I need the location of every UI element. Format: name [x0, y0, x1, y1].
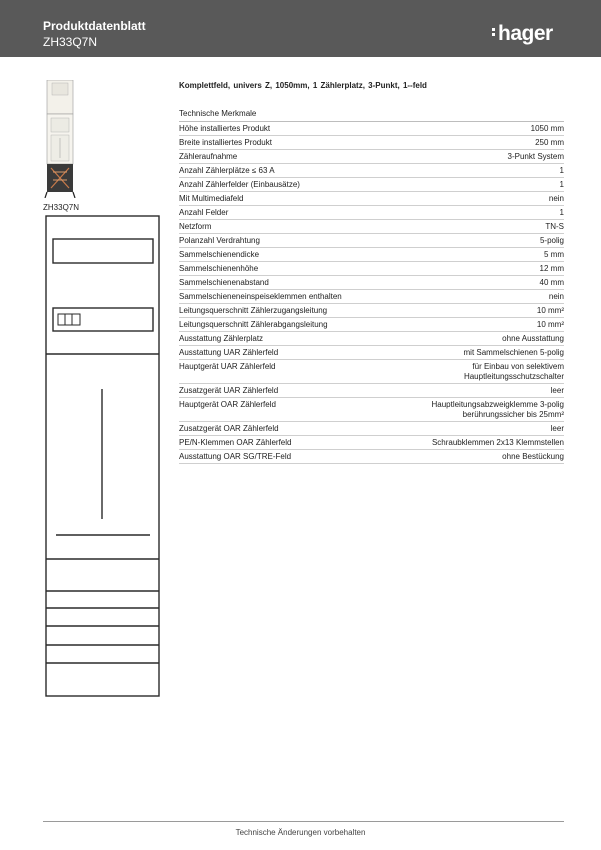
spec-label: Polanzahl Verdrahtung: [179, 236, 260, 245]
spec-value: leer: [550, 424, 564, 433]
spec-label: Sammelschienenabstand: [179, 278, 269, 287]
spec-label: Netzform: [179, 222, 212, 231]
spec-row: [179, 450, 564, 464]
spec-row: [179, 360, 564, 384]
logo-text: hager: [498, 22, 553, 45]
spec-row: [179, 206, 564, 220]
spec-label: Sammelschieneneinspeiseklemmen enthalten: [179, 292, 342, 301]
document-type-title: Produktdatenblatt: [43, 19, 146, 33]
drawing-upper-window: [53, 239, 153, 263]
spec-row: [179, 346, 564, 360]
spec-value: 10 mm²: [536, 320, 564, 329]
spec-value: 1: [559, 180, 564, 189]
spec-label: Leitungsquerschnitt Zählerzugangsleitung: [179, 306, 328, 315]
spec-label: Leitungsquerschnitt Zählerabgangsleitung: [179, 320, 328, 329]
spec-row: [179, 436, 564, 450]
spec-label: Sammelschienenhöhe: [179, 264, 259, 273]
hager-logo: [492, 22, 553, 46]
spec-row: [179, 164, 564, 178]
spec-value: ohne Bestückung: [502, 452, 564, 461]
spec-row: [179, 136, 564, 150]
footer-note: Technische Änderungen vorbehalten: [235, 828, 366, 837]
photo-caption: ZH33Q7N: [43, 203, 80, 212]
drawing-meter-panel: [53, 308, 153, 331]
spec-row: [179, 276, 564, 290]
spec-row: [179, 192, 564, 206]
spec-label: Hauptgerät OAR Zählerfeld: [179, 400, 276, 409]
spec-row: [179, 262, 564, 276]
spec-row: [179, 150, 564, 164]
product-code: ZH33Q7N: [43, 35, 98, 49]
spec-row: [179, 422, 564, 436]
spec-row: [179, 248, 564, 262]
spec-value: 40 mm: [539, 278, 564, 287]
spec-value: nein: [548, 292, 564, 301]
spec-label: Anzahl Zählerplätze ≤ 63 A: [179, 166, 275, 175]
page-header: [0, 0, 601, 57]
spec-value: 250 mm: [535, 138, 564, 147]
spec-value: ohne Ausstattung: [502, 334, 564, 343]
spec-row: [179, 304, 564, 318]
spec-value: Schraubklemmen 2x13 Klemmstellen: [431, 438, 564, 447]
spec-row: [179, 384, 564, 398]
spec-row: [179, 318, 564, 332]
spec-row: [179, 234, 564, 248]
product-title: Komplettfeld, univers Z, 1050mm, 1 Zählerplatz, 3-Punkt, 1--feld: [179, 81, 427, 90]
spec-value: 1: [559, 208, 564, 217]
spec-row: [179, 122, 564, 136]
spec-value: 1050 mm: [530, 124, 564, 133]
spec-row: [179, 332, 564, 346]
logo-dots-icon: [492, 26, 496, 38]
section-title: Technische Merkmale: [179, 109, 257, 118]
spec-row: [179, 178, 564, 192]
spec-value: TN-S: [545, 222, 564, 231]
spec-label: Zusatzgerät UAR Zählerfeld: [179, 386, 279, 395]
spec-value: nein: [548, 194, 564, 203]
spec-value: 5-polig: [539, 236, 564, 245]
spec-value: 12 mm: [539, 264, 564, 273]
spec-value: mit Sammelschienen 5-polig: [463, 348, 564, 357]
spec-row: [179, 220, 564, 234]
spec-value: leer: [550, 386, 564, 395]
spec-value: 10 mm²: [536, 306, 564, 315]
spec-label: Ausstattung Zählerplatz: [179, 334, 264, 343]
footer-divider: [43, 821, 564, 822]
spec-label: Sammelschienendicke: [179, 250, 260, 259]
spec-label: Breite installiertes Produkt: [179, 138, 272, 147]
spec-value: Hauptleitungsabzweigklemme 3-polig berührungssicher bis 25mm²: [431, 400, 564, 419]
spec-label: PE/N-Klemmen OAR Zählerfeld: [179, 438, 292, 447]
spec-table: [179, 121, 564, 464]
product-photo: [43, 80, 77, 198]
spec-label: Zähleraufnahme: [179, 152, 238, 161]
spec-label: Zusatzgerät OAR Zählerfeld: [179, 424, 279, 433]
spec-label: Höhe installiertes Produkt: [179, 124, 271, 133]
spec-label: Anzahl Felder: [179, 208, 229, 217]
spec-value: für Einbau von selektivem Hauptleitungsschutzschalter: [463, 362, 564, 381]
spec-label: Anzahl Zählerfelder (Einbausätze): [179, 180, 300, 189]
drawing-terminal-block: [58, 314, 80, 325]
spec-row: [179, 398, 564, 422]
spec-value: 1: [559, 166, 564, 175]
spec-label: Ausstattung UAR Zählerfeld: [179, 348, 279, 357]
spec-label: Ausstattung OAR SG/TRE-Feld: [179, 452, 292, 461]
spec-value: 5 mm: [544, 250, 564, 259]
spec-label: Mit Multimediafeld: [179, 194, 244, 203]
technical-drawing: [43, 213, 165, 701]
spec-value: 3-Punkt System: [507, 152, 564, 161]
spec-row: [179, 290, 564, 304]
spec-label: Hauptgerät UAR Zählerfeld: [179, 362, 276, 371]
